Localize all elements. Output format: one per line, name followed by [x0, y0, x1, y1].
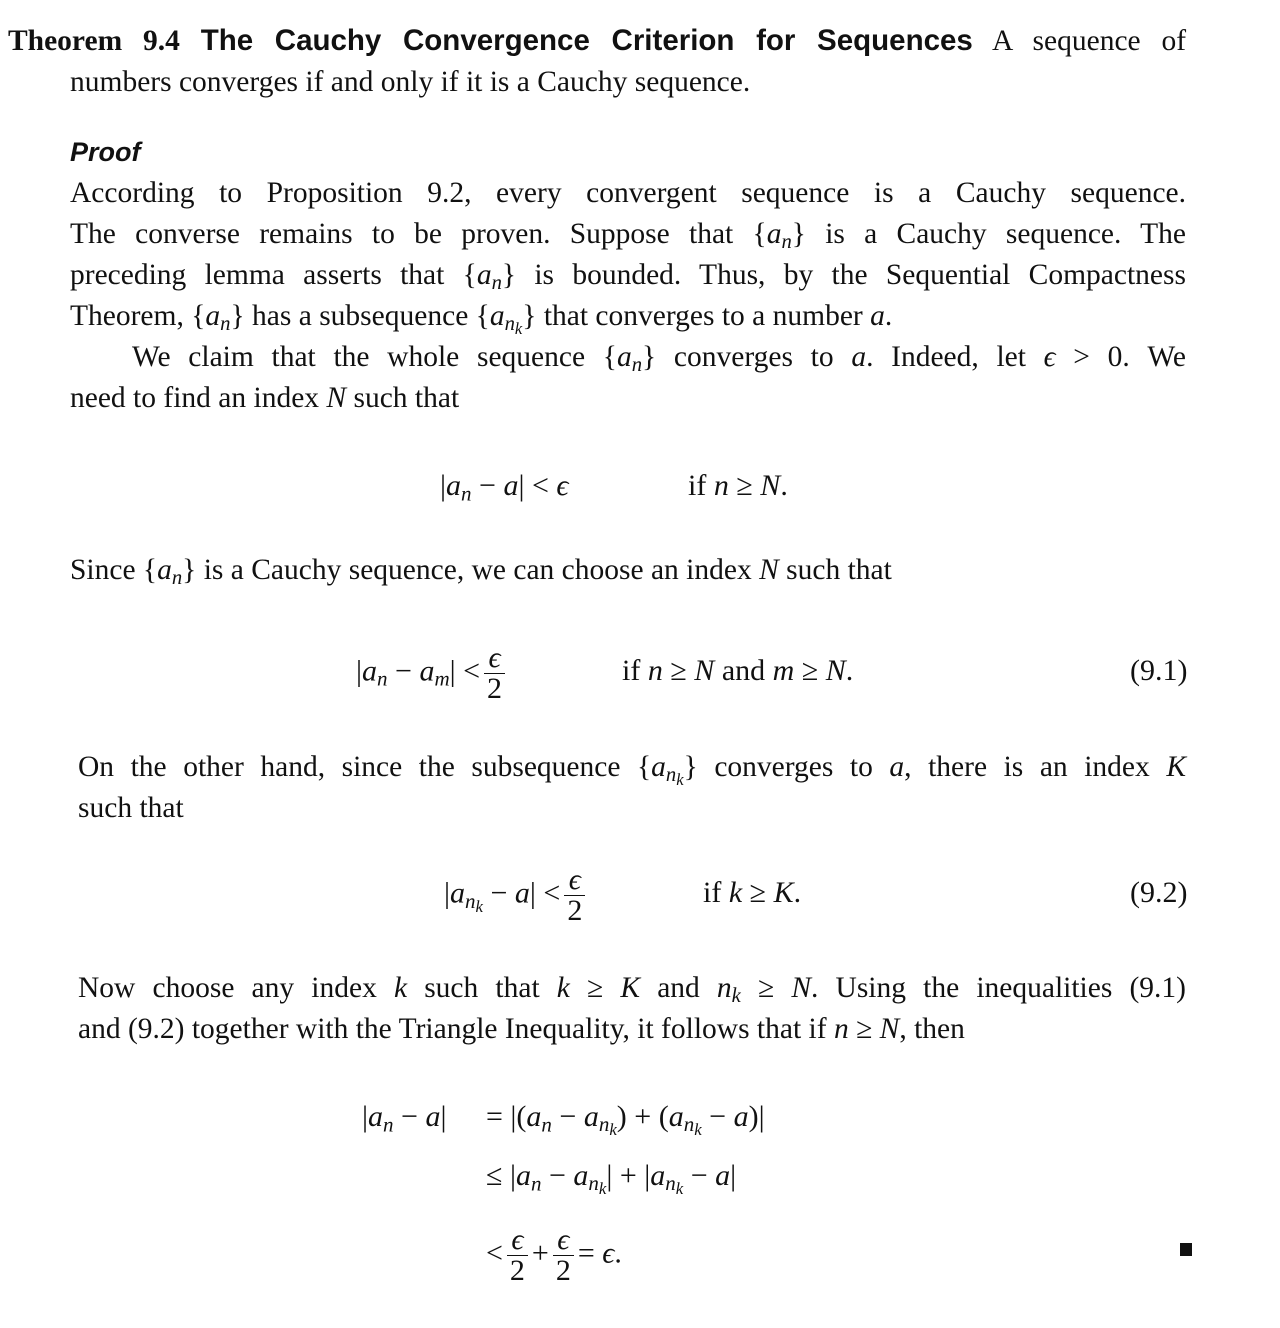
text-segment: such that [424, 972, 540, 1004]
proof-p5-line-1: Now choose any index k such that k ≥ K and $n_k \ge N$. Using the inequalities (9.1) [78, 972, 1186, 1008]
proof-p1-line-2: The converse remains to be proven. Suppose that $\{a_n\}$ is a Cauchy sequence. The [70, 218, 1186, 254]
text-segment: converges to [714, 751, 873, 783]
equation-9-2-condition: if k ≥ K. [703, 876, 802, 909]
proof-p3-line-1: Since $\{a_n\}$ is a Cauchy sequence, we can choose an index N such that [70, 554, 892, 590]
equation-an-minus-a-condition: if n ≥ N. [688, 469, 788, 502]
proof-p4-line-1: On the other hand, since the subsequence $\{a_{n_k}\}$ converges to a, there is an index K [78, 751, 1187, 790]
text-segment: need to find an index [70, 382, 320, 414]
theorem-statement [8, 20, 1186, 103]
derivation-line-3: < $\frac{\epsilon}{2}$ + $\frac{\epsilon}{2}$ = ϵ. [486, 1223, 622, 1287]
derivation-line-1-lhs: $|a_n - a|$ [362, 1100, 447, 1137]
text-segment: converges to [673, 341, 834, 373]
proof-heading: Proof [70, 137, 141, 167]
text-segment: preceding lemma asserts that [70, 259, 445, 291]
equation-9-1-condition: if n ≥ N and m ≥ N. [622, 654, 854, 687]
proof-p5-line-2: and (9.2) together with the Triangle Inequality, it follows that if n ≥ N, then [78, 1013, 965, 1045]
proof-paragraph-5 [78, 968, 1186, 1050]
proof-paragraph-2 [70, 337, 1186, 419]
text-segment: such that [353, 382, 460, 414]
theorem-title: The Cauchy Convergence Criterion for Sequences [200, 24, 973, 57]
theorem-label: Theorem 9.4 [8, 25, 180, 57]
text-segment: is bounded. Thus, by the Sequential Compactness [534, 259, 1186, 291]
text-segment: Since [70, 554, 136, 586]
text-segment: On the other hand, since the subsequence [78, 751, 621, 783]
fraction-epsilon-over-2: $\frac{\epsilon}{2}$ [507, 1225, 528, 1286]
text-segment: if [688, 469, 707, 502]
text-segment: such that [786, 554, 892, 586]
proof-p2-line-1: We claim that the whole sequence $\{a_n\}$ converges to a. Indeed, let ϵ > 0. We [132, 341, 1187, 377]
fraction-epsilon-over-2: $\frac{\epsilon}{2}$ [553, 1225, 574, 1286]
text-segment: Now choose any index [78, 972, 377, 1004]
text-segment: is a Cauchy sequence, we can choose an index [203, 554, 752, 586]
proof-p2-line-2: need to find an index N such that [70, 382, 460, 414]
text-segment: > 0. We [1073, 341, 1187, 373]
fraction-epsilon-over-2: $\frac{\epsilon}{2}$ [564, 865, 585, 926]
derivation-line-1-rhs: = $|(a_n - a_{n_k}) + (a_{n_k} - a)|$ [486, 1100, 765, 1140]
equation-9-1: $|a_n - a_m|$ < $\frac{\epsilon}{2}$ [356, 643, 509, 704]
theorem-line-1 [8, 20, 1186, 62]
text-segment: has a subsequence [252, 300, 469, 332]
derivation-line-2: ≤ $|a_n - a_{n_k}| + |a_{n_k} - a|$ [486, 1159, 737, 1199]
fraction-epsilon-over-2: $\frac{\epsilon}{2}$ [484, 643, 505, 704]
proof-p1-line-1: According to Proposition 9.2, every convergent sequence is a Cauchy sequence. [70, 177, 1186, 209]
text-segment: if [703, 876, 722, 909]
proof-p1-line-4: Theorem, $\{a_n\}$ has a subsequence $\{a_{n_k}\}$ that converges to a number a. [70, 300, 893, 339]
proof-p1-line-3: preceding lemma asserts that $\{a_n\}$ is bounded. Thus, by the Sequential Compactness [70, 259, 1186, 295]
proof-paragraph-3 [70, 550, 1186, 591]
text-segment: then [914, 1013, 965, 1045]
text-segment: Indeed, let [891, 341, 1026, 373]
text-segment: there is an index [928, 751, 1150, 783]
text-segment: Using the inequalities (9.1) [835, 972, 1186, 1004]
qed-square-icon [1180, 1243, 1192, 1256]
equation-number-9-1: (9.1) [1130, 654, 1188, 687]
theorem-statement-part-1: A sequence of [992, 25, 1187, 57]
text-segment: and [721, 654, 766, 687]
proof-p4-line-2: such that [78, 792, 184, 824]
equation-an-minus-a: $|a_n - a| < \epsilon$ [440, 469, 569, 506]
text-segment: The converse remains to be proven. Suppose that [70, 218, 734, 250]
text-segment: Theorem, [70, 300, 184, 332]
proof-paragraph-4 [78, 747, 1186, 829]
theorem-line-2: numbers converges if and only if it is a Cauchy sequence. [70, 66, 751, 98]
proof-paragraph-1 [70, 173, 1186, 337]
text-segment: that converges to a number [543, 300, 863, 332]
equation-number-9-2: (9.2) [1130, 876, 1188, 909]
text-segment: if [622, 654, 641, 687]
text-segment: and (9.2) together with the Triangle Inequality, it follows that if [78, 1013, 827, 1045]
text-segment: We claim that the whole sequence [132, 341, 586, 373]
text-segment: is a Cauchy sequence. The [825, 218, 1186, 250]
text-segment: and [657, 972, 700, 1004]
equation-9-2: $|a_{n_k} - a|$ < $\frac{\epsilon}{2}$ [444, 865, 589, 926]
